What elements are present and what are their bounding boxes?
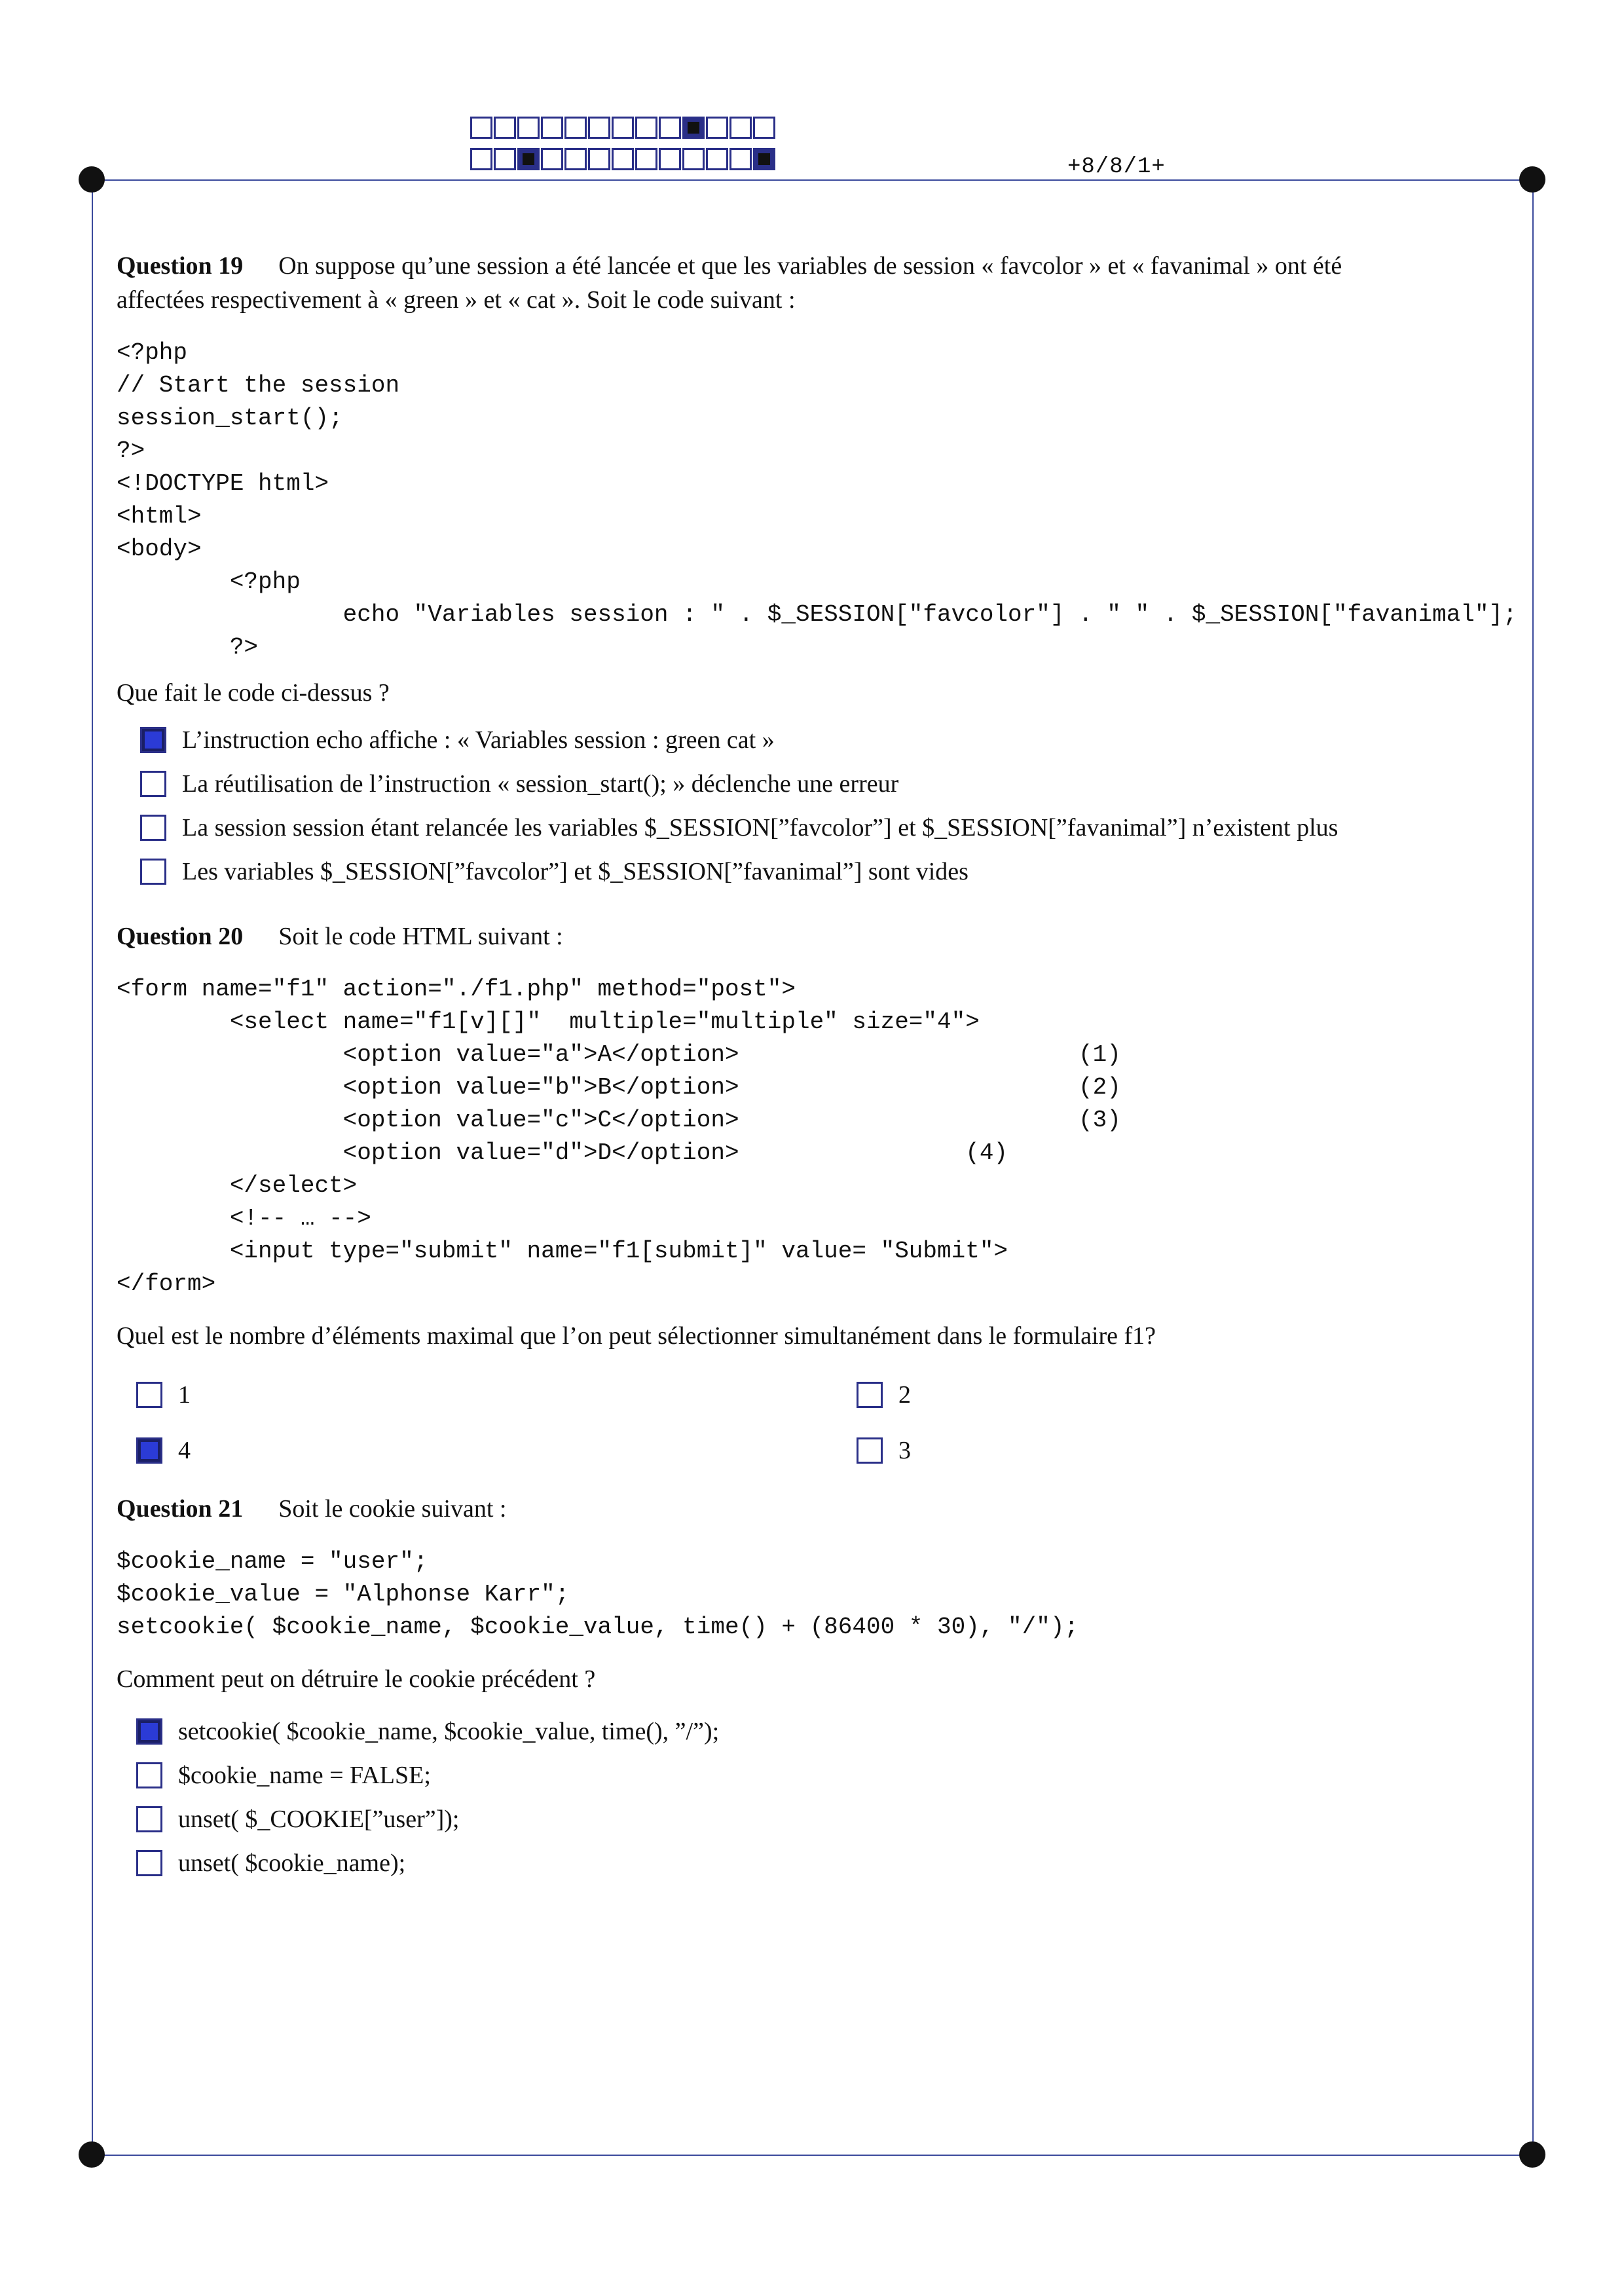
checkbox-checked[interactable] xyxy=(136,1718,162,1745)
question-19-prompt: Que fait le code ci-dessus ? xyxy=(117,679,390,707)
answer-label: Les variables $_SESSION[”favcolor”] et $_SESSION[”favanimal”] sont vides xyxy=(182,857,969,885)
code-cell xyxy=(564,148,587,170)
answer-option[interactable] xyxy=(136,1753,1544,1797)
answer-label: unset( $_COOKIE[”user”]); xyxy=(178,1805,460,1833)
answer-label: $cookie_name = FALSE; xyxy=(178,1761,431,1789)
code-cell xyxy=(517,117,540,139)
exam-content xyxy=(117,249,1544,1885)
answer-label: setcookie( $cookie_name, $cookie_value, time(), ”/”); xyxy=(178,1717,720,1745)
checkbox[interactable] xyxy=(140,859,166,885)
code-block-q21 xyxy=(117,1546,1544,1644)
code-line: <!DOCTYPE html> xyxy=(117,470,329,497)
code-block-q20 xyxy=(117,973,1544,1301)
answer-option[interactable] xyxy=(136,1428,857,1472)
checkbox[interactable] xyxy=(136,1850,162,1876)
answer-label: unset( $cookie_name); xyxy=(178,1849,406,1877)
code-cell xyxy=(682,148,705,170)
code-line: $cookie_name = "user"; xyxy=(117,1548,428,1575)
answer-label: 4 xyxy=(178,1436,191,1464)
student-code-row-1 xyxy=(470,117,777,139)
answer-option[interactable] xyxy=(857,1428,1511,1472)
code-cell xyxy=(470,148,492,170)
code-line: ?> xyxy=(117,634,259,661)
code-line: <option value="b">B</option> (2) xyxy=(117,1074,1121,1101)
code-line: <html> xyxy=(117,503,202,530)
checkbox[interactable] xyxy=(136,1382,162,1408)
code-cell-filled xyxy=(682,117,705,139)
frame-top-line xyxy=(92,179,1532,181)
code-line: // Start the session xyxy=(117,372,400,399)
code-line: <!-- … --> xyxy=(117,1205,371,1232)
registration-mark-top-left xyxy=(79,166,105,193)
registration-mark-bottom-right xyxy=(1519,2141,1545,2168)
code-line: session_start(); xyxy=(117,405,343,432)
answer-option[interactable] xyxy=(136,1373,857,1416)
question-20-text xyxy=(117,919,1544,954)
checkbox[interactable] xyxy=(857,1382,883,1408)
question-20-intro: Soit le code HTML suivant : xyxy=(278,923,563,950)
checkbox-checked[interactable] xyxy=(136,1437,162,1464)
answer-label: 1 xyxy=(178,1380,191,1409)
frame-left-line xyxy=(92,179,93,2155)
question-19-text xyxy=(117,249,1544,317)
registration-mark-bottom-left xyxy=(79,2141,105,2168)
question-21-intro: Soit le cookie suivant : xyxy=(278,1495,507,1523)
code-cell xyxy=(706,148,728,170)
answer-option[interactable] xyxy=(136,1797,1544,1841)
answer-option[interactable] xyxy=(857,1373,1511,1416)
code-cell xyxy=(659,148,681,170)
code-cell xyxy=(612,148,634,170)
checkbox[interactable] xyxy=(140,815,166,841)
code-line: <body> xyxy=(117,536,202,563)
question-20 xyxy=(117,919,1544,1472)
question-19-answers xyxy=(140,718,1544,893)
code-line: <option value="c">C</option> (3) xyxy=(117,1107,1121,1134)
code-line: setcookie( $cookie_name, $cookie_value, time() + (86400 * 30), "/"); xyxy=(117,1614,1079,1640)
code-cell xyxy=(541,148,563,170)
code-cell xyxy=(588,117,610,139)
code-line: ?> xyxy=(117,437,145,464)
answer-option[interactable] xyxy=(136,1841,1544,1885)
code-cell xyxy=(635,117,657,139)
code-line: <form name="f1" action="./f1.php" method="post"> xyxy=(117,976,796,1003)
code-cell xyxy=(612,117,634,139)
question-19 xyxy=(117,249,1544,893)
student-code-row-2 xyxy=(470,148,777,170)
code-cell xyxy=(588,148,610,170)
code-cell xyxy=(753,117,775,139)
checkbox[interactable] xyxy=(140,771,166,797)
checkbox[interactable] xyxy=(857,1437,883,1464)
question-20-prompt: Quel est le nombre d’éléments maximal que l’on peut sélectionner simultanément dans le formulaire f1? xyxy=(117,1322,1156,1350)
code-line: <?php xyxy=(117,568,301,595)
answer-label: 2 xyxy=(898,1380,911,1409)
question-21 xyxy=(117,1492,1544,1885)
question-20-title: Question 20 xyxy=(117,923,244,950)
code-line: </select> xyxy=(117,1172,358,1199)
checkbox[interactable] xyxy=(136,1806,162,1832)
answer-label: L’instruction echo affiche : « Variables session : green cat » xyxy=(182,726,775,754)
question-19-line-2: affectées respectivement à « green » et « cat ». Soit le code suivant : xyxy=(117,286,796,314)
code-cell xyxy=(494,117,516,139)
question-20-answers xyxy=(136,1373,1544,1472)
code-cell-filled xyxy=(517,148,540,170)
code-line: echo "Variables session : " . $_SESSION["favcolor"] . " " . $_SESSION["favanimal"]; xyxy=(117,601,1517,628)
frame-bottom-line xyxy=(92,2155,1532,2156)
question-21-title: Question 21 xyxy=(117,1495,244,1523)
code-cell xyxy=(706,117,728,139)
code-line: <input type="submit" name="f1[submit]" value= "Submit"> xyxy=(117,1238,1008,1265)
answer-label: La réutilisation de l’instruction « session_start(); » déclenche une erreur xyxy=(182,769,899,798)
answer-option[interactable] xyxy=(140,805,1544,849)
code-cell xyxy=(659,117,681,139)
code-line: <option value="a">A</option> (1) xyxy=(117,1041,1121,1068)
code-line: </form> xyxy=(117,1270,216,1297)
answer-label: 3 xyxy=(898,1436,911,1464)
code-line: $cookie_value = "Alphonse Karr"; xyxy=(117,1581,570,1608)
checkbox-checked[interactable] xyxy=(140,727,166,753)
code-cell xyxy=(541,117,563,139)
checkbox[interactable] xyxy=(136,1762,162,1788)
question-21-prompt: Comment peut on détruire le cookie précédent ? xyxy=(117,1665,596,1693)
answer-option[interactable] xyxy=(140,762,1544,805)
code-line: <option value="d">D</option> (4) xyxy=(117,1139,1008,1166)
code-line: <select name="f1[v][]" multiple="multiple" size="4"> xyxy=(117,1009,980,1035)
question-19-title: Question 19 xyxy=(117,252,244,280)
code-cell xyxy=(564,117,587,139)
code-cell xyxy=(494,148,516,170)
code-cell xyxy=(729,117,752,139)
answer-label: La session session étant relancée les variables $_SESSION[”favcolor”] et $_SESSION[”favanimal”] n’existent plus xyxy=(182,813,1338,842)
question-21-answers xyxy=(136,1709,1544,1885)
answer-option[interactable] xyxy=(140,718,1544,762)
answer-option[interactable] xyxy=(136,1709,1544,1753)
code-cell-filled xyxy=(753,148,775,170)
registration-mark-top-right xyxy=(1519,166,1545,193)
answer-option[interactable] xyxy=(140,849,1544,893)
code-cell xyxy=(470,117,492,139)
question-21-text xyxy=(117,1492,1544,1526)
code-line: <?php xyxy=(117,339,188,366)
question-19-line-1: On suppose qu’une session a été lancée et que les variables de session « favcolor » et « favanimal » ont été xyxy=(278,252,1342,280)
page-id: +8/8/1+ xyxy=(1067,155,1166,179)
code-block-q19 xyxy=(117,337,1544,664)
code-cell xyxy=(729,148,752,170)
code-cell xyxy=(635,148,657,170)
